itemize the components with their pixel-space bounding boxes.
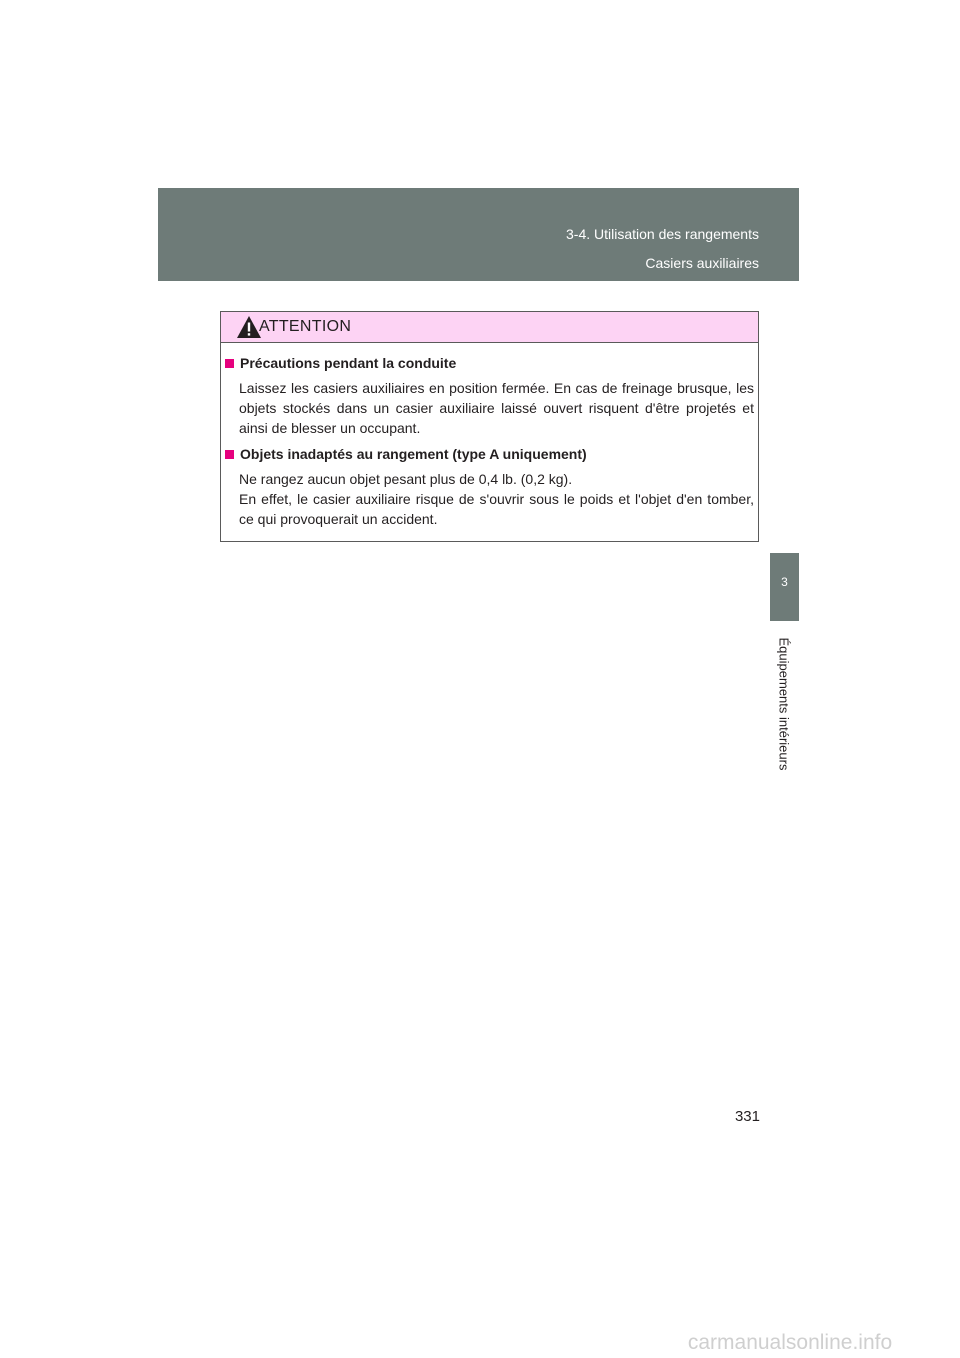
chapter-label: Équipements intérieurs — [776, 637, 792, 771]
warning-box — [220, 311, 759, 542]
square-bullet-icon — [225, 359, 234, 368]
warning-item-heading — [225, 444, 754, 464]
warning-item-text: Laissez les casiers auxiliaires en position fermée. En cas de freinage brusque, les objets stockés dans un casier auxiliaire laissé ouvert risquent d'être projetés et ainsi de blesser un occupant. — [239, 380, 754, 436]
watermark-text[interactable]: carmanualsonline.info — [687, 1331, 893, 1354]
page-number: 331 — [734, 1108, 760, 1125]
warning-title: ATTENTION — [259, 318, 352, 335]
warning-body — [221, 343, 758, 529]
warning-item — [225, 353, 754, 438]
chapter-tab — [770, 553, 799, 621]
warning-item-text: En effet, le casier auxiliaire risque de s'ouvrir sous le poids et l'objet d'en tomber, ce qui provoquerait un accident. — [239, 491, 754, 527]
section-title: 3-4. Utilisation des rangements — [566, 226, 759, 242]
square-bullet-icon — [225, 450, 234, 459]
warning-item-heading-text: Objets inadaptés au rangement (type A uniquement) — [240, 446, 587, 462]
watermark[interactable] — [620, 1327, 960, 1358]
subsection-title: Casiers auxiliaires — [645, 255, 759, 271]
chapter-number: 3 — [781, 575, 788, 589]
warning-item-text: Ne rangez aucun objet pesant plus de 0,4 lb. (0,2 kg). — [239, 471, 573, 487]
header-band — [158, 188, 799, 281]
warning-header — [221, 312, 758, 343]
warning-item — [225, 444, 754, 529]
warning-item-heading — [225, 353, 754, 373]
warning-item-heading-text: Précautions pendant la conduite — [240, 355, 457, 371]
